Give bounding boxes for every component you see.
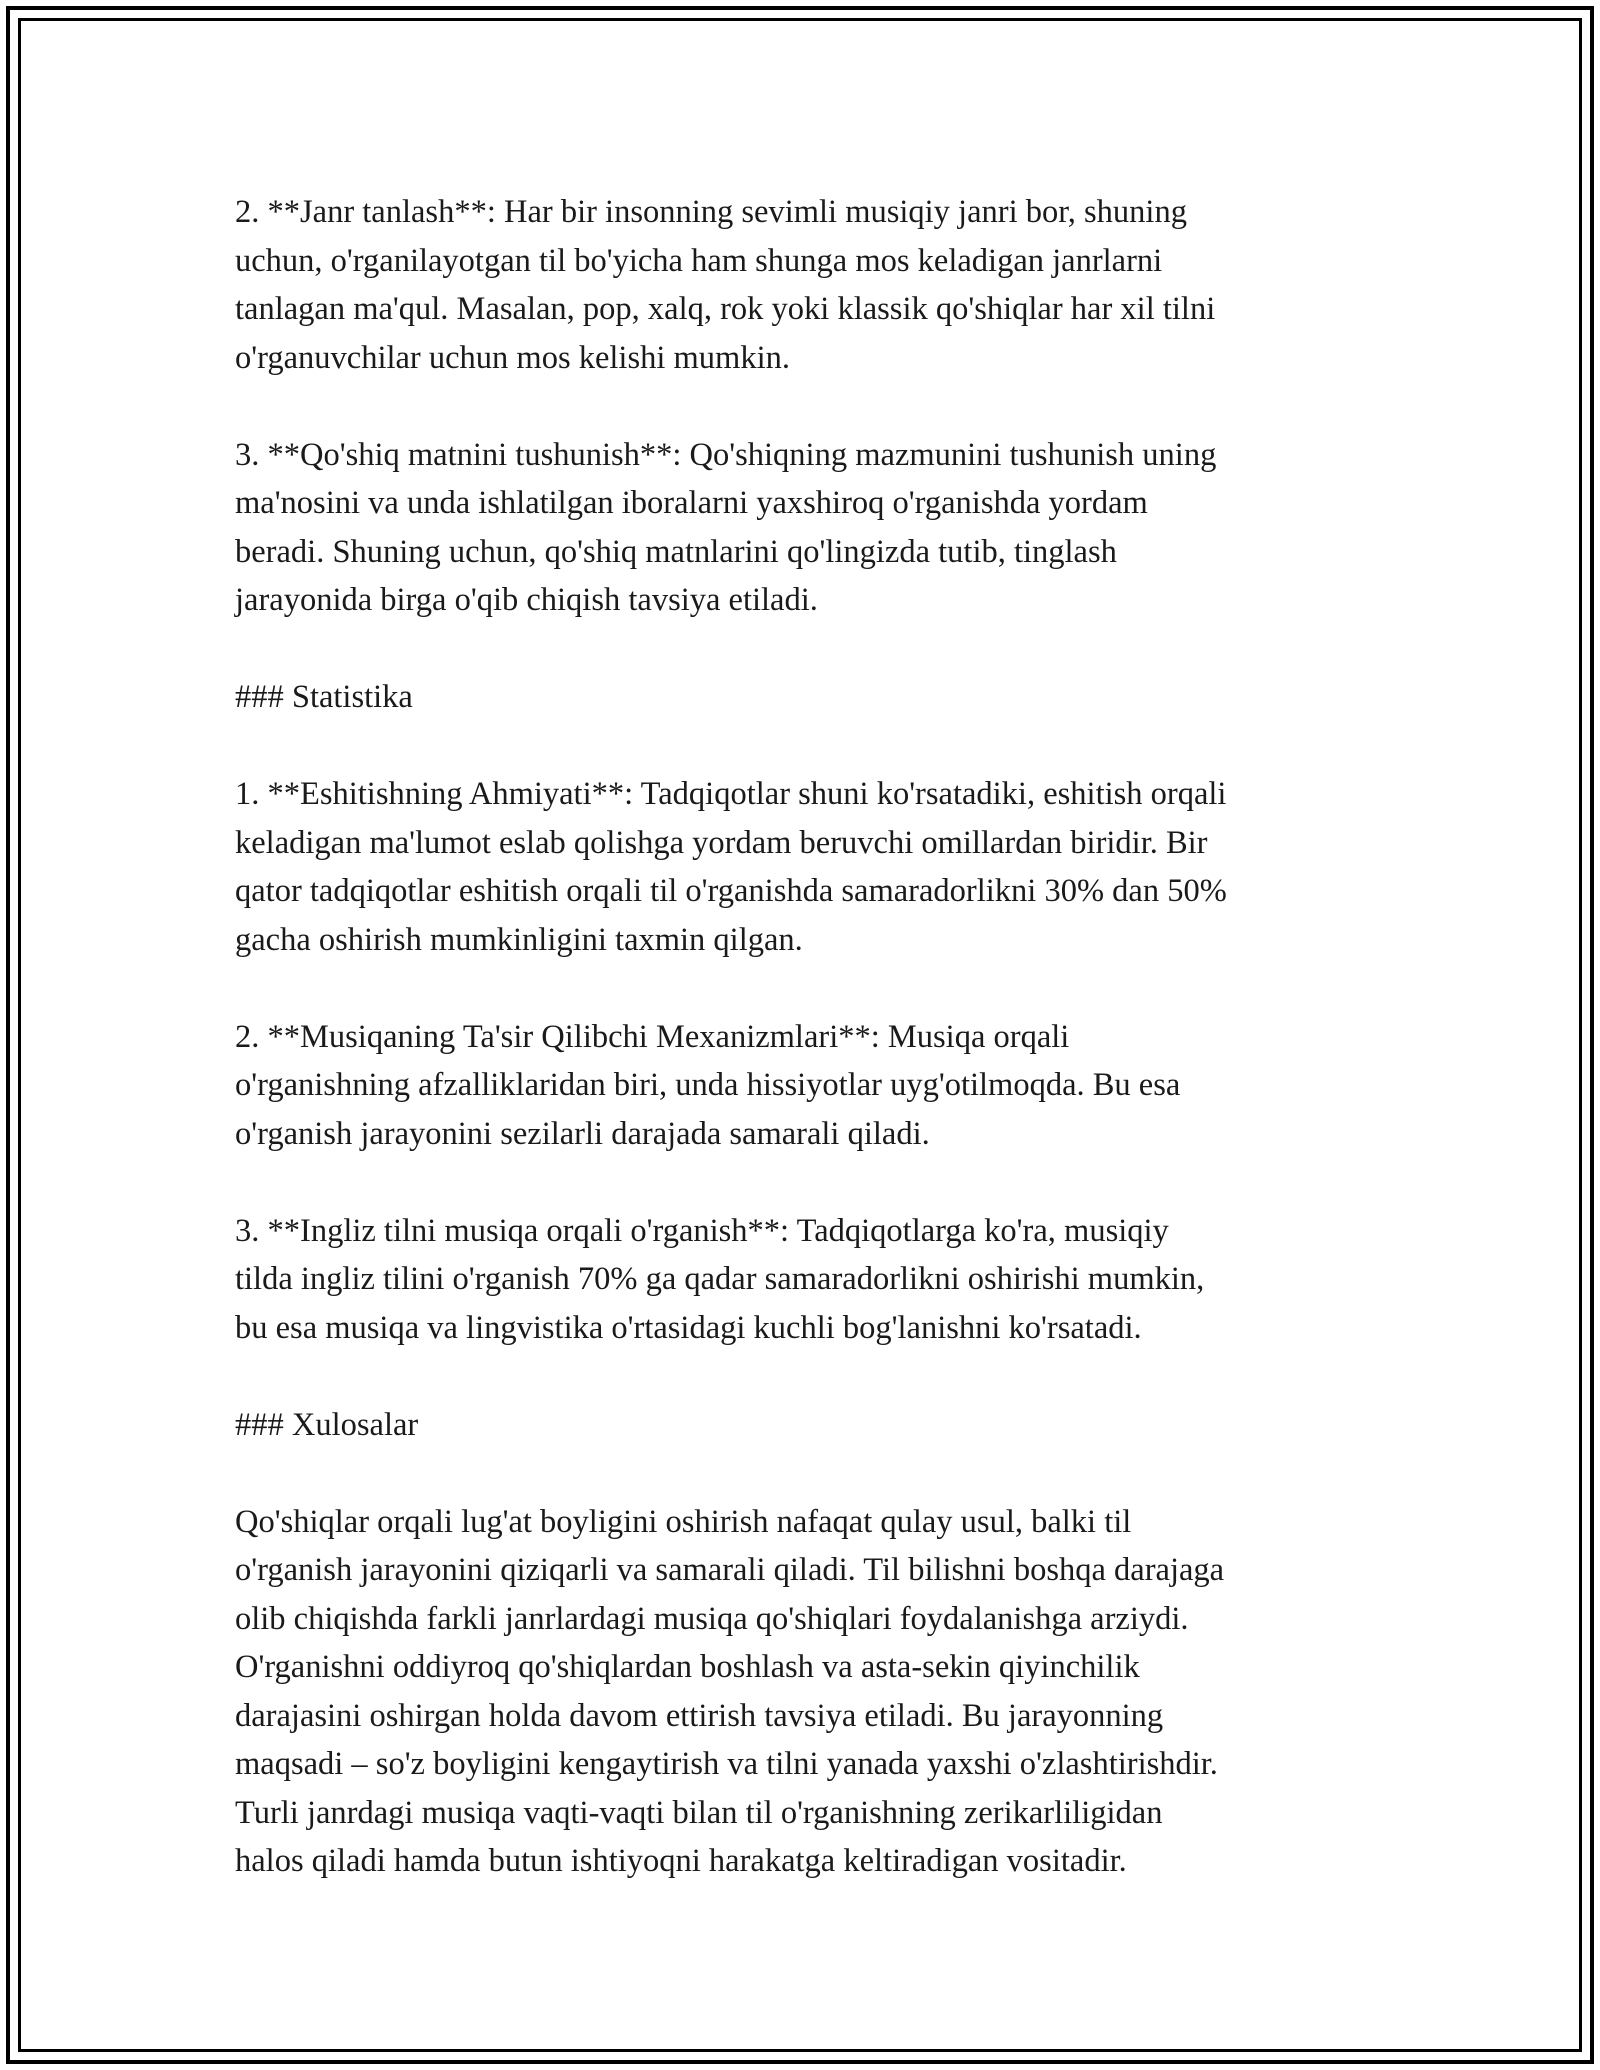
list-item-qoshiq-matnini-tushunish: 3. **Qo'shiq matnini tushunish**: Qo'shiqning mazmunini tushunish uning ma'nosini va unda ishlatilgan iboralarni yaxshiroq o'rganishda yordam beradi. Shuning uchun, qo'shiq matnlarini qo'lingizda tutib, tinglash jarayonida birga o'qib chiqish tavsiya etiladi.: [235, 436, 1217, 618]
list-item-ingliz-tilni-musiqa: 3. **Ingliz tilni musiqa orqali o'rganish**: Tadqiqotlarga ko'ra, musiqiy tilda ingliz tilini o'rganish 70% ga qadar samaradorlikni oshirishi mumkin, bu esa musiqa va lingvistika o'rtasidagi kuchli bog'lanishni ko'rsatadi.: [235, 1212, 1205, 1346]
conclusion-paragraph: Qo'shiqlar orqali lug'at boyligini oshirish nafaqat qulay usul, balki til o'rganish jarayonini qiziqarli va samarali qiladi. Til bilishni boshqa darajaga olib chiqishda farkli janrlardagi musiqa qo'shiqlari foydalanishga arziydi. O'rganishni oddiyroq qo'shiqlardan boshlash va asta-sekin qiyinchilik darajasini oshirgan holda davom ettirish tavsiya etiladi. Bu jarayonning maqsadi – so'z boyligini kengaytirish va tilni yanada yaxshi o'zlashtirishdir. Turli janrdagi musiqa vaqti-vaqti bilan til o'rganishning zerikarliligidan halos qiladi hamda butun ishtiyoqni harakatga keltiradigan vositadir.: [235, 1503, 1225, 1879]
section-heading-xulosalar: ### Xulosalar: [235, 1406, 419, 1443]
list-item-musiqaning-tasir: 2. **Musiqaning Ta'sir Qilibchi Mexanizmlari**: Musiqa orqali o'rganishning afzalliklaridan biri, unda hissiyotlar uyg'otilmoqda. Bu esa o'rganish jarayonini sezilarli darajada samarali qiladi.: [235, 1018, 1181, 1152]
section-heading-statistika: ### Statistika: [235, 679, 413, 715]
list-item-janr-tanlash: 2. **Janr tanlash**: Har bir insonning sevimli musiqiy janri bor, shuning uchun, o'rganilayotgan til bo'yicha ham shunga mos keladigan janrlarni tanlagan ma'qul. Masalan, pop, xalq, rok yoki klassik qo'shiqlar har xil tilni o'rganuvchilar uchun mos kelishi mumkin.: [235, 194, 1216, 376]
document-body: [235, 188, 1385, 1886]
list-item-eshitishning-ahmiyati: 1. **Eshitishning Ahmiyati**: Tadqiqotlar shuni ko'rsatadiki, eshitish orqali keladigan ma'lumot eslab qolishga yordam beruvchi omillardan biridir. Bir qator tadqiqotlar eshitish orqali til o'rganishda samaradorlikni 30% dan 50% gacha oshirish mumkinligini taxmin qilgan.: [235, 776, 1227, 958]
